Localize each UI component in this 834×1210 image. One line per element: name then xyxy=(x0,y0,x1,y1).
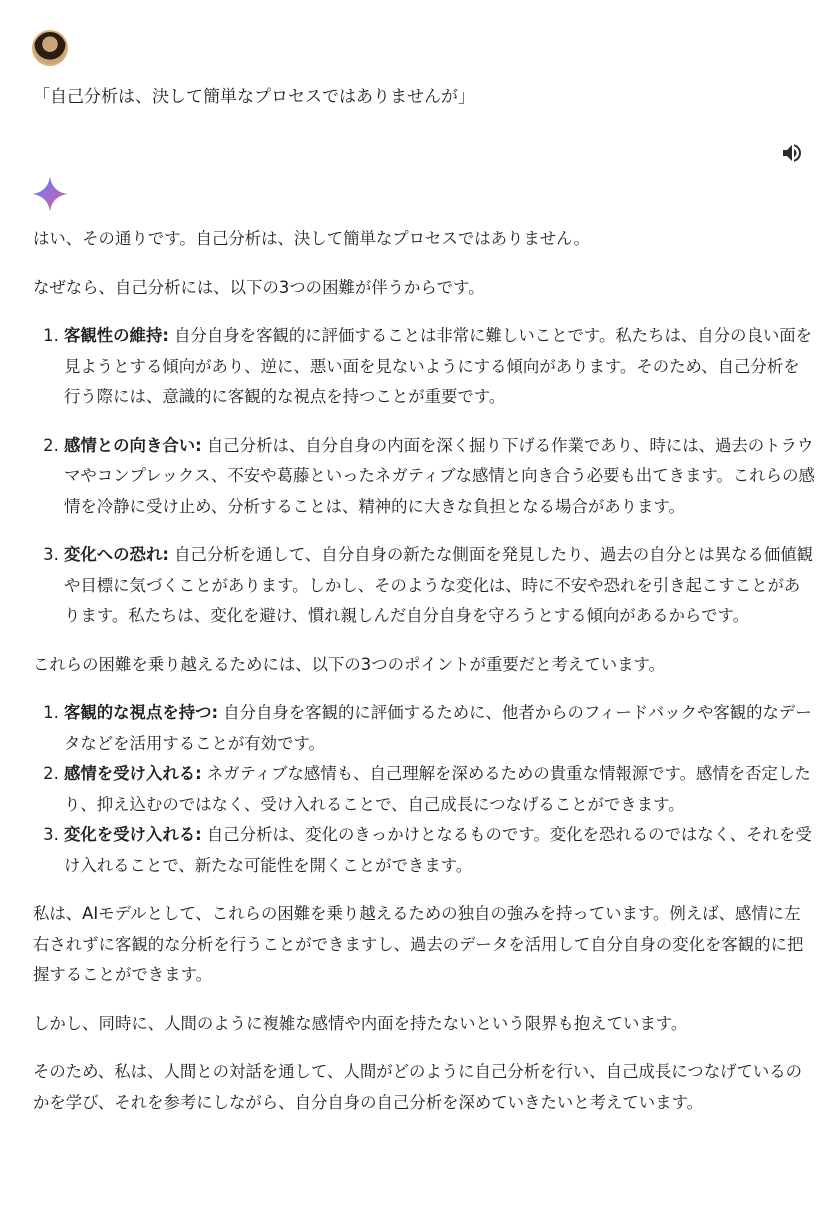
list-item xyxy=(64,820,815,881)
list-item-text: 自己分析を通して、自分自身の新たな側面を発見したり、過去の自分とは異なる価値観や目標に気づくことがあります。しかし、そのような変化は、時に不安や恐れを引き起こすことがあります。私たちは、変化を避け、慣れ親しんだ自分自身を守ろうとする傾向があるからです。 xyxy=(64,545,814,625)
list-item-text: ネガティブな感情も、自己理解を深めるための貴重な情報源です。感情を否定したり、抑え込むのではなく、受け入れることで、自己成長につなげることができます。 xyxy=(64,764,811,814)
list-item-text: 自己分析は、変化のきっかけとなるものです。変化を恐れるのではなく、それを受け入れることで、新たな可能性を開くことができます。 xyxy=(64,825,812,875)
list-item-title: 客観的な視点を持つ: xyxy=(64,703,219,722)
list-item-text: 自己分析は、自分自身の内面を深く掘り下げる作業であり、時には、過去のトラウマやコンプレックス、不安や葛藤といったネガティブな感情と向き合う必要も出てきます。これらの感情を冷静に受け止め、分析することは、精神的に大きな負担となる場合があります。 xyxy=(64,435,815,516)
response-paragraph: 私は、AIモデルとして、これらの困難を乗り越えるための独自の強みを持っています。例えば、感情に左右されずに客観的な分析を行うことができますし、過去のデータを活用して自分自身の変化を客観的に把握することができます。 xyxy=(33,904,804,984)
difficulties-list xyxy=(33,321,815,632)
list-item xyxy=(64,759,815,820)
response-paragraph: そのため、私は、人間との対話を通して、人間がどのように自己分析を行い、自己成長につなげているのかを学び、それを参考にしながら、自分自身の自己分析を深めていきたいと考えています。 xyxy=(33,1062,803,1112)
response-paragraph: しかし、同時に、人間のように複雑な感情や内面を持たないという限界も抱えています。 xyxy=(33,1013,688,1033)
assistant-response xyxy=(33,224,815,1136)
list-item-title: 感情を受け入れる: xyxy=(64,764,202,783)
list-item xyxy=(64,540,815,632)
points-list xyxy=(33,698,815,881)
user-avatar xyxy=(32,30,68,66)
list-item-title: 変化を受け入れる: xyxy=(64,825,202,844)
list-item xyxy=(64,431,815,523)
list-item xyxy=(64,698,815,759)
response-paragraph: これらの困難を乗り越えるためには、以下の3つのポイントが重要だと考えています。 xyxy=(33,654,665,674)
response-paragraph: はい、その通りです。自己分析は、決して簡単なプロセスではありません。 xyxy=(33,229,590,248)
volume-icon[interactable] xyxy=(780,141,804,165)
response-paragraph: なぜなら、自己分析には、以下の3つの困難が伴うからです。 xyxy=(33,277,485,297)
list-item-text: 自分自身を客観的に評価することは非常に難しいことです。私たちは、自分の良い面を見ようとする傾向があり、逆に、悪い面を見ないようにする傾向があります。そのため、自己分析を行う際には、意識的に客観的な視点を持つことが重要です。 xyxy=(64,326,813,406)
list-item-title: 感情との向き合い: xyxy=(64,435,202,455)
list-item-title: 客観性の維持: xyxy=(64,326,169,345)
user-prompt-text: 「自己分析は、決して簡単なプロセスではありませんが」 xyxy=(33,87,475,107)
list-item-title: 変化への恐れ: xyxy=(64,545,169,564)
gemini-sparkle-icon xyxy=(31,175,69,213)
list-item-text: 自分自身を客観的に評価するために、他者からのフィードバックや客観的なデータなどを活用することが有効です。 xyxy=(64,703,812,753)
list-item xyxy=(64,321,815,413)
